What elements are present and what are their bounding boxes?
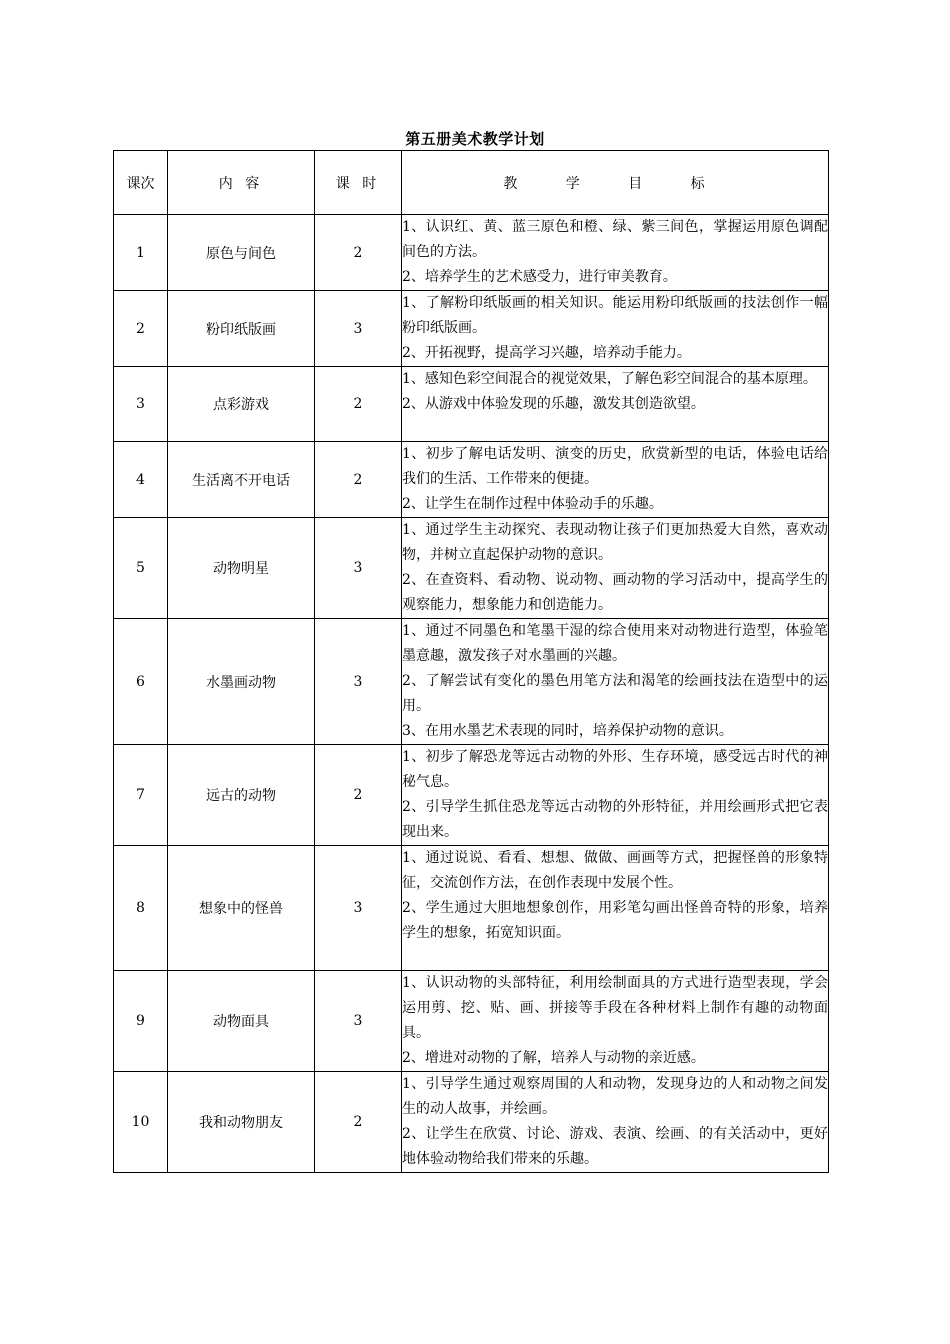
lesson-hours-cell: 3 (315, 518, 402, 619)
teaching-goals-cell (402, 971, 829, 1072)
header-content: 内 容 (168, 151, 315, 215)
lesson-content-cell: 远古的动物 (168, 745, 315, 846)
teaching-goals-cell (402, 518, 829, 619)
table-row (114, 291, 829, 367)
lesson-number-cell: 3 (114, 367, 168, 442)
lesson-hours-cell: 2 (315, 1072, 402, 1173)
teaching-goals-cell (402, 442, 829, 518)
lesson-number-cell: 2 (114, 291, 168, 367)
lesson-number-cell: 1 (114, 215, 168, 291)
header-hours: 课 时 (315, 151, 402, 215)
table-row (114, 518, 829, 619)
goal-item: 1、认识红、黄、蓝三原色和橙、绿、紫三间色，掌握运用原色调配间色的方法。 (402, 219, 828, 260)
goal-item: 2、让学生在制作过程中体验动手的乐趣。 (402, 496, 663, 512)
goal-item: 1、通过学生主动探究、表现动物让孩子们更加热爱大自然，喜欢动物，并树立直起保护动物的意识。 (402, 522, 828, 563)
header-goals: 教 学 目 标 (402, 151, 829, 215)
lesson-number-cell: 4 (114, 442, 168, 518)
table-row (114, 1072, 829, 1173)
goal-item: 1、通过说说、看看、想想、做做、画画等方式，把握怪兽的形象特征，交流创作方法，在创作表现中发展个性。 (402, 850, 828, 891)
table-row (114, 215, 829, 291)
lesson-hours-cell: 3 (315, 971, 402, 1072)
goal-item: 1、通过不同墨色和笔墨干湿的综合使用来对动物进行造型，体验笔墨意趣，激发孩子对水墨画的兴趣。 (402, 623, 828, 664)
teaching-goals-cell (402, 291, 829, 367)
table-row (114, 846, 829, 971)
header-lesson-no: 课次 (114, 151, 168, 215)
lesson-content-cell: 想象中的怪兽 (168, 846, 315, 971)
table-body (114, 215, 829, 1173)
lesson-content-cell: 水墨画动物 (168, 619, 315, 745)
goal-item: 2、培养学生的艺术感受力，进行审美教育。 (402, 269, 677, 285)
lesson-hours-cell: 3 (315, 846, 402, 971)
goal-item: 1、感知色彩空间混合的视觉效果，了解色彩空间混合的基本原理。 (402, 371, 817, 387)
teaching-goals-cell (402, 846, 829, 971)
goal-item: 3、在用水墨艺术表现的同时，培养保护动物的意识。 (402, 723, 733, 739)
teaching-goals-cell (402, 1072, 829, 1173)
lesson-content-cell: 动物面具 (168, 971, 315, 1072)
table-header-row (114, 151, 829, 215)
table-row (114, 442, 829, 518)
goal-item: 2、增进对动物的了解，培养人与动物的亲近感。 (402, 1050, 705, 1066)
lesson-content-cell: 点彩游戏 (168, 367, 315, 442)
table-row (114, 619, 829, 745)
goal-item: 2、在查资料、看动物、说动物、画动物的学习活动中，提高学生的观察能力，想象能力和创造能力。 (402, 572, 828, 613)
teaching-plan-table (113, 150, 829, 1173)
lesson-content-cell: 粉印纸版画 (168, 291, 315, 367)
goal-item: 2、开拓视野，提高学习兴趣，培养动手能力。 (402, 345, 691, 361)
lesson-number-cell: 7 (114, 745, 168, 846)
goal-item: 1、初步了解恐龙等远古动物的外形、生存环境，感受远古时代的神秘气息。 (402, 749, 828, 790)
goal-item: 2、学生通过大胆地想象创作，用彩笔勾画出怪兽奇特的形象，培养学生的想象，拓宽知识面。 (402, 900, 828, 941)
table-row (114, 971, 829, 1072)
lesson-content-cell: 生活离不开电话 (168, 442, 315, 518)
lesson-hours-cell: 2 (315, 367, 402, 442)
lesson-hours-cell: 3 (315, 291, 402, 367)
goal-item: 2、了解尝试有变化的墨色用笔方法和渴笔的绘画技法在造型中的运用。 (402, 673, 828, 714)
table-row (114, 367, 829, 442)
lesson-content-cell: 原色与间色 (168, 215, 315, 291)
teaching-goals-cell (402, 367, 829, 442)
table-row (114, 745, 829, 846)
goal-item: 2、让学生在欣赏、讨论、游戏、表演、绘画、的有关活动中，更好地体验动物给我们带来的乐趣。 (402, 1126, 828, 1167)
lesson-number-cell: 6 (114, 619, 168, 745)
lesson-hours-cell: 2 (315, 745, 402, 846)
teaching-goals-cell (402, 619, 829, 745)
goal-item: 2、引导学生抓住恐龙等远古动物的外形特征，并用绘画形式把它表现出来。 (402, 799, 828, 840)
goal-item: 1、了解粉印纸版画的相关知识。能运用粉印纸版画的技法创作一幅粉印纸版画。 (402, 295, 828, 336)
lesson-number-cell: 8 (114, 846, 168, 971)
lesson-content-cell: 动物明星 (168, 518, 315, 619)
page-title: 第五册美术教学计划 (405, 130, 545, 148)
teaching-goals-cell (402, 215, 829, 291)
lesson-hours-cell: 2 (315, 215, 402, 291)
lesson-hours-cell: 2 (315, 442, 402, 518)
goal-item: 1、初步了解电话发明、演变的历史，欣赏新型的电话，体验电话给我们的生活、工作带来的便捷。 (402, 446, 828, 487)
goal-item: 1、认识动物的头部特征，利用绘制面具的方式进行造型表现，学会运用剪、挖、贴、画、拼接等手段在各种材料上制作有趣的动物面具。 (402, 975, 828, 1041)
lesson-number-cell: 9 (114, 971, 168, 1072)
lesson-number-cell: 5 (114, 518, 168, 619)
teaching-goals-cell (402, 745, 829, 846)
goal-item: 1、引导学生通过观察周围的人和动物，发现身边的人和动物之间发生的动人故事，并绘画。 (402, 1076, 828, 1117)
goal-item: 2、从游戏中体验发现的乐趣，激发其创造欲望。 (402, 396, 705, 412)
lesson-content-cell: 我和动物朋友 (168, 1072, 315, 1173)
lesson-hours-cell: 3 (315, 619, 402, 745)
lesson-number-cell: 10 (114, 1072, 168, 1173)
